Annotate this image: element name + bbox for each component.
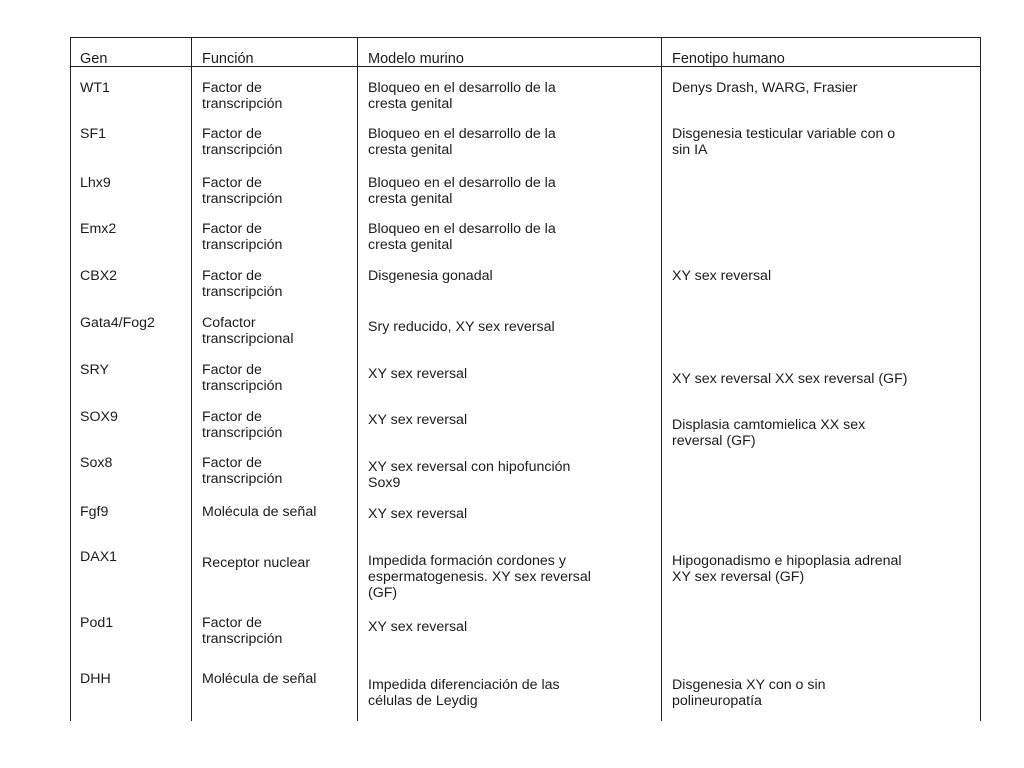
- cell-gen: Lhx9: [80, 175, 111, 191]
- cell-modelo: Bloqueo en el desarrollo de la cresta genital: [368, 126, 556, 158]
- cell-fenotipo: Denys Drash, WARG, Frasier: [672, 80, 858, 96]
- cell-gen: Emx2: [80, 221, 117, 237]
- cell-gen: Gata4/Fog2: [80, 315, 155, 331]
- cell-fenotipo: Hipogonadismo e hipoplasia adrenal XY sex reversal (GF): [672, 553, 902, 585]
- gene-table: [70, 37, 981, 721]
- header-funcion: Función: [202, 51, 254, 67]
- cell-modelo: XY sex reversal: [368, 619, 468, 635]
- cell-modelo: XY sex reversal: [368, 506, 468, 522]
- header-fenotipo-humano: Fenotipo humano: [672, 51, 785, 67]
- cell-gen: CBX2: [80, 268, 118, 284]
- table-left-border: [70, 37, 71, 721]
- cell-modelo: XY sex reversal: [368, 366, 468, 382]
- header-gen: Gen: [80, 51, 108, 67]
- cell-gen: Pod1: [80, 615, 114, 631]
- cell-gen: SRY: [80, 362, 109, 378]
- cell-gen: SF1: [80, 126, 107, 142]
- cell-funcion: Factor de transcripción: [202, 615, 283, 647]
- cell-modelo: Sry reducido, XY sex reversal: [368, 319, 555, 335]
- cell-fenotipo: XY sex reversal XX sex reversal (GF): [672, 371, 908, 387]
- cell-gen: Fgf9: [80, 504, 109, 520]
- cell-gen: DHH: [80, 671, 111, 687]
- cell-modelo: Bloqueo en el desarrollo de la cresta genital: [368, 221, 556, 253]
- cell-funcion: Factor de transcripción: [202, 409, 283, 441]
- cell-modelo: Bloqueo en el desarrollo de la cresta genital: [368, 175, 556, 207]
- cell-funcion: Molécula de señal: [202, 504, 317, 520]
- cell-fenotipo: Disgenesia testicular variable con o sin IA: [672, 126, 896, 158]
- cell-modelo: Disgenesia gonadal: [368, 268, 493, 284]
- cell-funcion: Factor de transcripción: [202, 126, 283, 158]
- cell-gen: DAX1: [80, 549, 118, 565]
- cell-funcion: Molécula de señal: [202, 671, 317, 687]
- cell-funcion: Factor de transcripción: [202, 268, 283, 300]
- column-divider-2: [357, 37, 358, 721]
- cell-funcion: Cofactor transcripcional: [202, 315, 294, 347]
- cell-funcion: Receptor nuclear: [202, 555, 311, 571]
- cell-gen: Sox8: [80, 455, 113, 471]
- cell-gen: SOX9: [80, 409, 118, 425]
- header-modelo-murino: Modelo murino: [368, 51, 464, 67]
- cell-fenotipo: Displasia camtomielica XX sex reversal (GF): [672, 417, 866, 449]
- cell-funcion: Factor de transcripción: [202, 80, 283, 112]
- cell-modelo: XY sex reversal con hipofunción Sox9: [368, 459, 571, 491]
- cell-funcion: Factor de transcripción: [202, 175, 283, 207]
- cell-fenotipo: XY sex reversal: [672, 268, 772, 284]
- cell-funcion: Factor de transcripción: [202, 362, 283, 394]
- cell-fenotipo: Disgenesia XY con o sin polineuropatía: [672, 677, 826, 709]
- cell-funcion: Factor de transcripción: [202, 221, 283, 253]
- cell-modelo: Bloqueo en el desarrollo de la cresta genital: [368, 80, 556, 112]
- table-top-border: [70, 37, 981, 38]
- cell-gen: WT1: [80, 80, 110, 96]
- column-divider-1: [191, 37, 192, 721]
- table-right-border: [980, 37, 981, 721]
- cell-modelo: Impedida diferenciación de las células de Leydig: [368, 677, 560, 709]
- cell-modelo: XY sex reversal: [368, 412, 468, 428]
- cell-modelo: Impedida formación cordones y espermatogenesis. XY sex reversal (GF): [368, 553, 591, 601]
- column-divider-3: [661, 37, 662, 721]
- cell-funcion: Factor de transcripción: [202, 455, 283, 487]
